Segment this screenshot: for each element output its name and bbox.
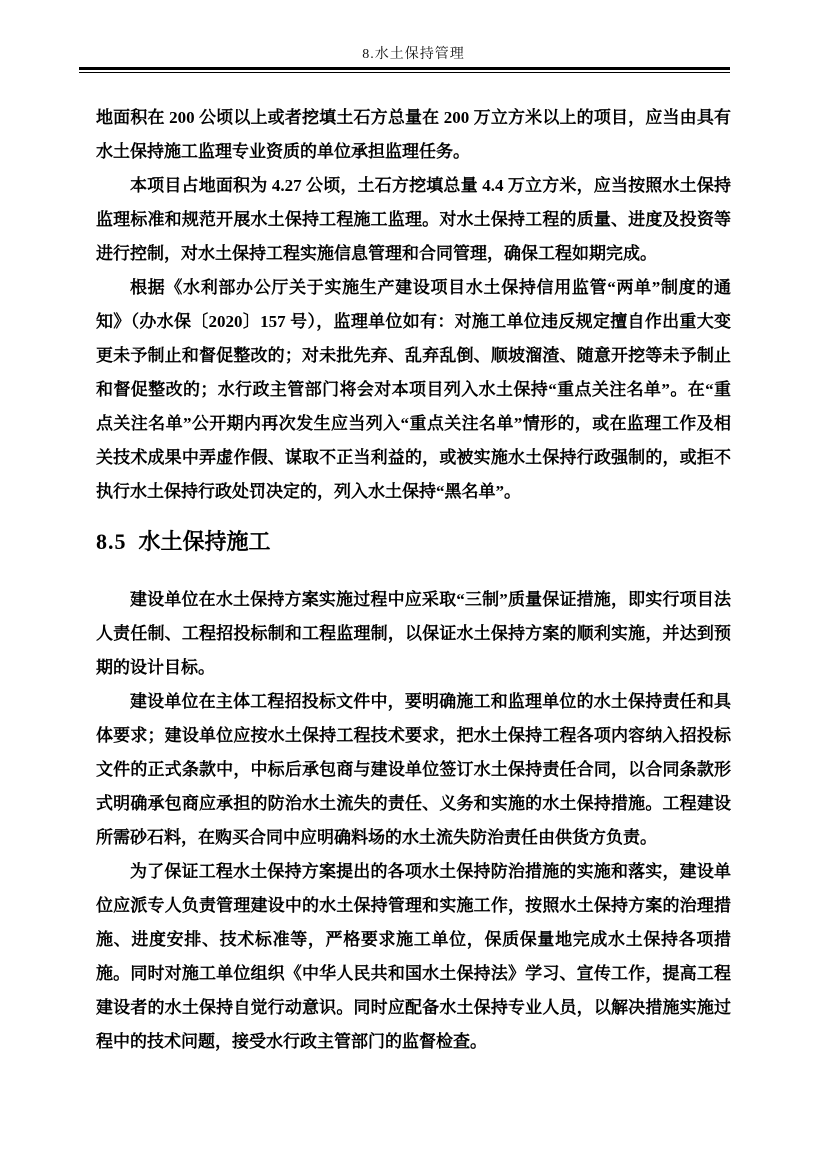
section-number: 8.5 (96, 529, 127, 554)
paragraph-implementation-management: 为了保证工程水土保持方案提出的各项水土保持防治措施的实施和落实，建设单位应派专人负责管理建设中的水土保持管理和实施工作，按照水土保持方案的治理措施、进度安排、技术标准等，严格要求施工单位，保质保量地完成水土保持各项措施。同时对施工单位组织《中华人民共和国水土保持法》学习、宣传工作，提高工程建设者的水土保持自觉行动意识。同时应配备水土保持专业人员，以解决措施实施过程中的技术问题，接受水行政主管部门的监督检查。 (96, 862, 731, 1051)
running-header-title: 8.水土保持管理 (362, 47, 465, 62)
header-rule (79, 67, 730, 73)
paragraph-project-overview: 本项目占地面积为 4.27 公顷，土石方挖填总量 4.4 万立方米，应当按照水土保持监理标准和规范开展水土保持工程施工监理。对水土保持工程的质量、进度及投资等进行控制，对水土保持工程实施信息管理和合同管理，确保工程如期完成。 (96, 176, 731, 263)
paragraph-three-systems: 建设单位在水土保持方案实施过程中应采取“三制”质量保证措施，即实行项目法人责任制、工程招投标制和工程监理制，以保证水土保持方案的顺利实施，并达到预期的设计目标。 (96, 590, 731, 677)
paragraph-bidding-contract: 建设单位在主体工程招投标文件中，要明确施工和监理单位的水土保持责任和具体要求；建设单位应按水土保持工程技术要求，把水土保持工程各项内容纳入招投标文件的正式条款中，中标后承包商与建设单位签订水土保持责任合同，以合同条款形式明确承包商应承担的防治水土流失的责任、义务和实施的水土保持措施。工程建设所需砂石料，在购买合同中应明确料场的水土流失防治责任由供货方负责。 (96, 692, 731, 847)
paragraph-credit-supervision: 根据《水利部办公厅关于实施生产建设项目水土保持信用监管“两单”制度的通知》（办水保〔2020〕157 号），监理单位如有：对施工单位违反规定擅自作出重大变更未予制止和督促整改的；对未批先弃、乱弃乱倒、顺坡溜渣、随意开挖等未予制止和督促整改的；水行政主管部门将会对本项目列入水土保持“重点关注名单”。在“重点关注名单”公开期内再次发生应当列入“重点关注名单”情形的，或在监理工作及相关技术成果中弄虚作假、谋取不正当利益的，或被实施水土保持行政强制的，或拒不执行水土保持行政处罚决定的，列入水土保持“黑名单”。 (96, 278, 731, 501)
paragraph-continuation: 地面积在 200 公顷以上或者挖填土石方总量在 200 万立方米以上的项目，应当由具有水土保持施工监理专业资质的单位承担监理任务。 (96, 108, 731, 161)
section-title: 水土保持施工 (138, 529, 271, 554)
section-heading-8-5 (96, 527, 731, 557)
document-content (96, 101, 731, 1059)
